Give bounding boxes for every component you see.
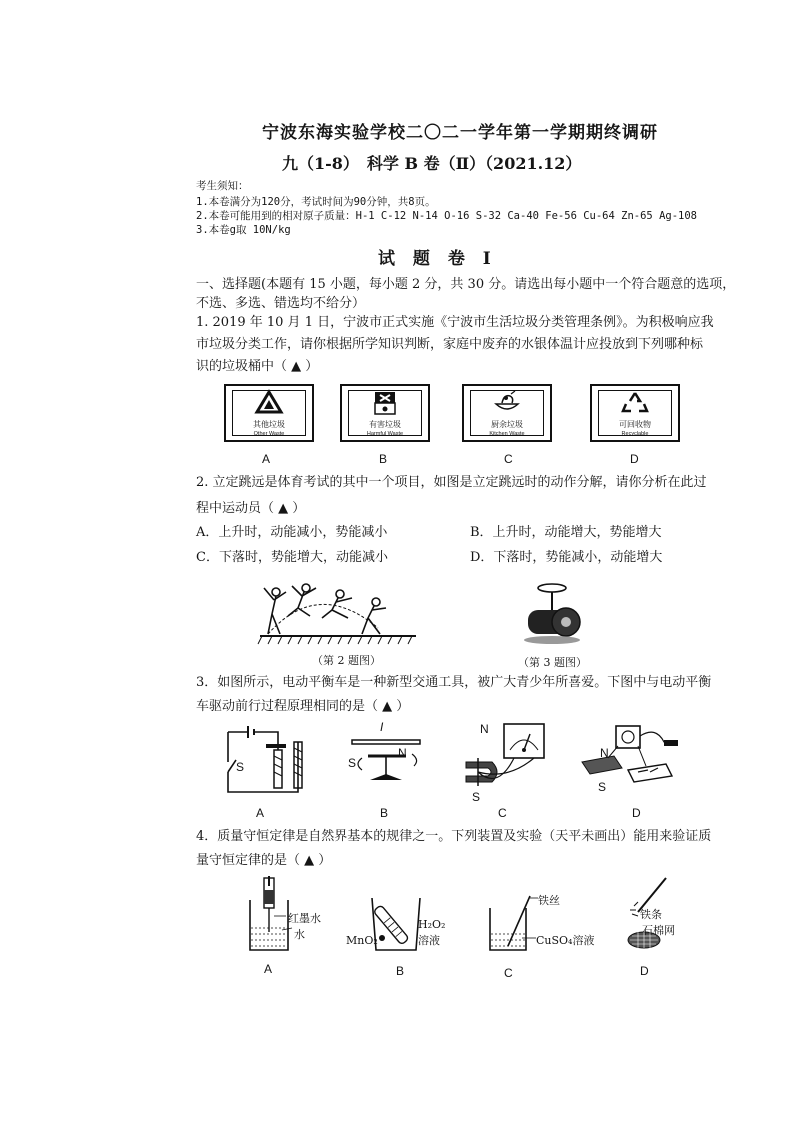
q1-letter-b: B [379,452,388,466]
q3-letter-c: C [498,806,507,820]
q1-line-3: 识的垃圾桶中（ ▲ ） [196,359,319,374]
fig2-caption: （第 2 题图） [312,654,381,667]
section-title: 试 题 卷 Ⅰ [378,249,497,269]
q3-fig-c-s: S [472,790,481,804]
school-title: 宁波东海实验学校二〇二一学年第一学期期终调研 [262,123,658,143]
q4-line-2: 量守恒定律的是（ ▲ ） [196,853,332,868]
bin-c-cn: 厨余垃圾 [491,420,523,429]
q4-letter-b: B [396,964,405,978]
notice-line-1: 1.本卷满分为120分，考试时间为90分钟，共8页。 [196,196,436,208]
q3-fig-b-i: I [380,720,384,734]
q4-label-cuso4: CuSO₄溶液 [536,934,595,947]
q2-line-1: 2. 立定跳远是体育考试的其中一个项目，如图是立定跳远时的动作分解，请你分析在此过 [196,475,707,490]
q4-label-mno2: MnO₂ [346,934,378,947]
q4-fig-c [486,894,542,954]
q4-label-h2o2: H₂O₂ [418,918,446,931]
q3-letter-a: A [256,806,265,820]
balance-scooter-figure [520,580,584,648]
bin-b-en: Harmful Waste [366,431,404,437]
q3-fig-d [578,722,684,792]
other-waste-icon [254,390,284,416]
q3-fig-b-s: S [348,756,357,770]
bin-other-waste [224,384,314,442]
q4-label-iron-wire: 铁丝 [538,894,560,907]
q4-label-asbestos: 石棉网 [642,924,675,937]
q4-letter-c: C [504,966,513,980]
q1-line-2: 市垃圾分类工作，请你根据所学知识判断，家庭中废弃的水银体温计应投放到下列哪种标 [196,337,704,352]
q3-line-1: 3．如图所示，电动平衡车是一种新型交通工具，被广大青少年所喜爱。下图中与电动平衡 [196,675,712,690]
q1-letter-d: D [630,452,639,466]
q1-letter-c: C [504,452,513,466]
bin-a-cn: 其他垃圾 [253,420,285,429]
q3-fig-c-n: N [480,722,489,736]
q4-label-red-water: 红墨水 [288,912,321,925]
q4-label-solution: 溶液 [418,934,440,947]
q3-fig-b-n: N [398,746,407,760]
kitchen-waste-icon [492,390,522,416]
notice-line-3: 3.本卷g取 10N/kg [196,224,291,236]
q2-line-2: 程中运动员（ ▲ ） [196,501,306,516]
bin-d-cn: 可回收物 [619,420,651,429]
q2-option-c: C．下落时，势能增大，动能减小 [196,550,388,565]
q4-letter-d: D [640,964,649,978]
q4-fig-b [370,896,422,954]
q4-label-water: 水 [294,928,305,941]
bin-recyclable [590,384,680,442]
q3-fig-a [218,722,318,794]
bin-c-en: Kitchen Waste [489,431,525,437]
harmful-waste-icon [370,390,400,416]
bin-a-en: Other Waste [253,431,285,437]
bin-harmful-waste [340,384,430,442]
q2-option-b: B．上升时，动能增大，势能增大 [470,525,662,540]
q3-letter-b: B [380,806,389,820]
recycle-icon [620,390,650,416]
notice-heading: 考生须知： [196,180,249,192]
q3-fig-b [348,728,424,792]
section1-line-1: 一、选择题(本题有 15 小题，每小题 2 分，共 30 分。请选出每小题中一个符合题意的选项， [196,277,736,292]
section1-line-2: 不选、多选、错选均不给分） [196,296,366,311]
fig3-caption: （第 3 题图） [518,656,587,669]
q3-fig-d-n: N [600,746,609,760]
q3-letter-d: D [632,806,641,820]
q3-fig-a-s: S [236,760,245,774]
exam-subtitle: 九（1-8） 科学 B 卷（Ⅱ）（2021.12） [282,154,582,173]
q2-option-a: A．上升时，动能减小，势能减小 [196,525,388,540]
q1-letter-a: A [262,452,271,466]
q4-line-1: 4．质量守恒定律是自然界基本的规律之一。下列装置及实验（天平未画出）能用来验证质 [196,829,712,844]
q3-line-2: 车驱动前行过程原理相同的是（ ▲ ） [196,699,410,714]
q1-line-1: 1. 2019 年 10 月 1 日，宁波市正式实施《宁波市生活垃圾分类管理条例》。为积极响应我 [196,315,714,330]
q4-letter-a: A [264,962,273,976]
long-jump-figure [258,578,418,648]
q4-label-iron-strip: 铁条 [640,908,662,921]
q2-option-d: D．下落时，势能减小，动能增大 [470,550,663,565]
q3-fig-d-s: S [598,780,607,794]
bin-b-cn: 有害垃圾 [369,420,401,429]
notice-line-2: 2.本卷可能用到的相对原子质量：H-1 C-12 N-14 O-16 S-32 Ca-40 Fe-56 Cu-64 Zn-65 Ag-108 [196,210,698,222]
bin-kitchen-waste [462,384,552,442]
q3-fig-c [458,720,558,796]
bin-d-en: Recyclable [621,431,649,437]
